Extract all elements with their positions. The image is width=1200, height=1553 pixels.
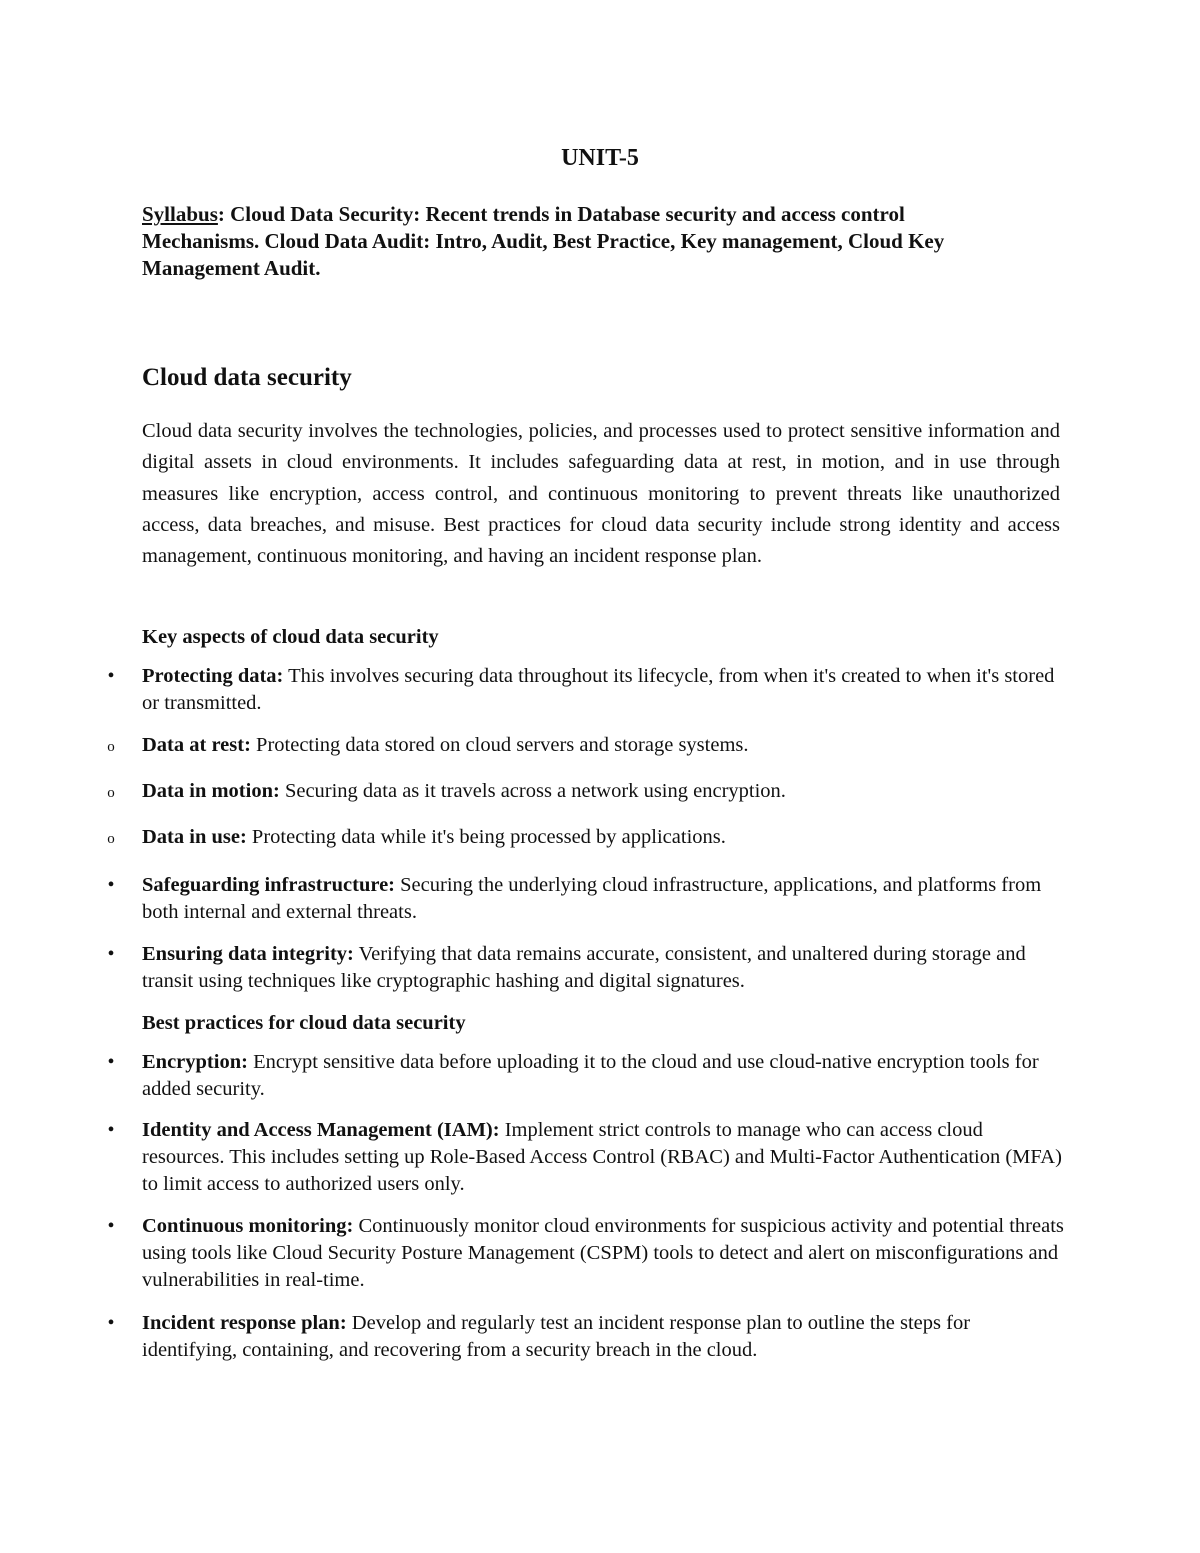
list-item [107, 663, 1067, 717]
list-item [107, 1049, 1067, 1103]
bullet-marker: • [107, 1215, 115, 1237]
list-item-text: Encrypt sensitive data before uploading it to the cloud and use cloud-native encryption tools for added security. [142, 1051, 1039, 1100]
list-item-term: Ensuring data integrity: [142, 943, 354, 965]
list-item-text: This involves securing data throughout its lifecycle, from when it's created to when it's stored or transmitted. [142, 665, 1055, 714]
list-item-text: Develop and regularly test an incident response plan to outline the steps for identifying, containing, and recovering from a security breach in the cloud. [142, 1312, 971, 1361]
list-item-text: Continuously monitor cloud environments for suspicious activity and potential threats using tools like Cloud Security Posture Management (CSPM) tools to detect and alert on misconfigurations and vulnerabilities in real-time. [142, 1215, 1064, 1291]
syllabus-label: Syllabus [142, 202, 218, 226]
list-item-term: Data at rest: [142, 734, 251, 756]
syllabus-text: : Cloud Data Security: Recent trends in Database security and access control Mechanisms. Cloud Data Audit: Intro, Audit, Best Practice, Key management, Cloud Key Management Audit. [142, 202, 945, 280]
sub-bullet-marker: o [107, 831, 115, 847]
sub-bullet-marker: o [107, 739, 115, 755]
bullet-marker: • [107, 1119, 115, 1141]
bullet-marker: • [107, 1312, 115, 1334]
list-item [107, 1310, 1067, 1364]
syllabus [142, 201, 1022, 282]
list-item [107, 778, 1067, 805]
unit-title: UNIT-5 [561, 145, 639, 171]
best-practices-heading: Best practices for cloud data security [142, 1012, 466, 1034]
list-item-term: Data in use: [142, 826, 247, 848]
list-item-term: Protecting data: [142, 665, 284, 687]
list-item-text: Implement strict controls to manage who can access cloud resources. This includes setting up Role-Based Access Control (RBAC) and Multi-Factor Authentication (MFA) to limit access to authorized users only. [142, 1119, 1062, 1195]
list-item-term: Identity and Access Management (IAM): [142, 1119, 500, 1141]
list-item [107, 732, 1067, 759]
list-item [107, 1213, 1067, 1294]
list-item-term: Safeguarding infrastructure: [142, 874, 396, 896]
list-item [107, 941, 1067, 995]
list-item-text: Securing data as it travels across a network using encryption. [279, 780, 786, 802]
bullet-marker: • [107, 665, 115, 687]
list-item-term: Encryption: [142, 1051, 248, 1073]
list-item [107, 1117, 1067, 1198]
intro-paragraph: Cloud data security involves the technologies, policies, and processes used to protect sensitive information and digital assets in cloud environments. It includes safeguarding data at rest, in motion, and in use through measures like encryption, access control, and continuous monitoring to prevent threats like unauthorized access, data breaches, and misuse. Best practices for cloud data security include strong identity and access management, continuous monitoring, and having an incident response plan. [142, 420, 1060, 568]
section-heading: Cloud data security [142, 364, 352, 391]
list-item-text: Securing the underlying cloud infrastructure, applications, and platforms from both internal and external threats. [142, 874, 1042, 923]
list-item-text: Protecting data while it's being processed by applications. [246, 826, 726, 848]
sub-bullet-marker: o [107, 785, 115, 801]
list-item [107, 872, 1067, 926]
list-item-text: Verifying that data remains accurate, consistent, and unaltered during storage and transit using techniques like cryptographic hashing and digital signatures. [142, 943, 1026, 992]
bullet-marker: • [107, 943, 115, 965]
bullet-marker: • [107, 1051, 115, 1073]
list-item-term: Continuous monitoring: [142, 1215, 354, 1237]
list-item [107, 824, 1067, 851]
key-aspects-heading: Key aspects of cloud data security [142, 626, 439, 648]
bullet-marker: • [107, 874, 115, 896]
list-item-text: Protecting data stored on cloud servers and storage systems. [250, 734, 749, 756]
list-item-term: Data in motion: [142, 780, 280, 802]
list-item-term: Incident response plan: [142, 1312, 347, 1334]
